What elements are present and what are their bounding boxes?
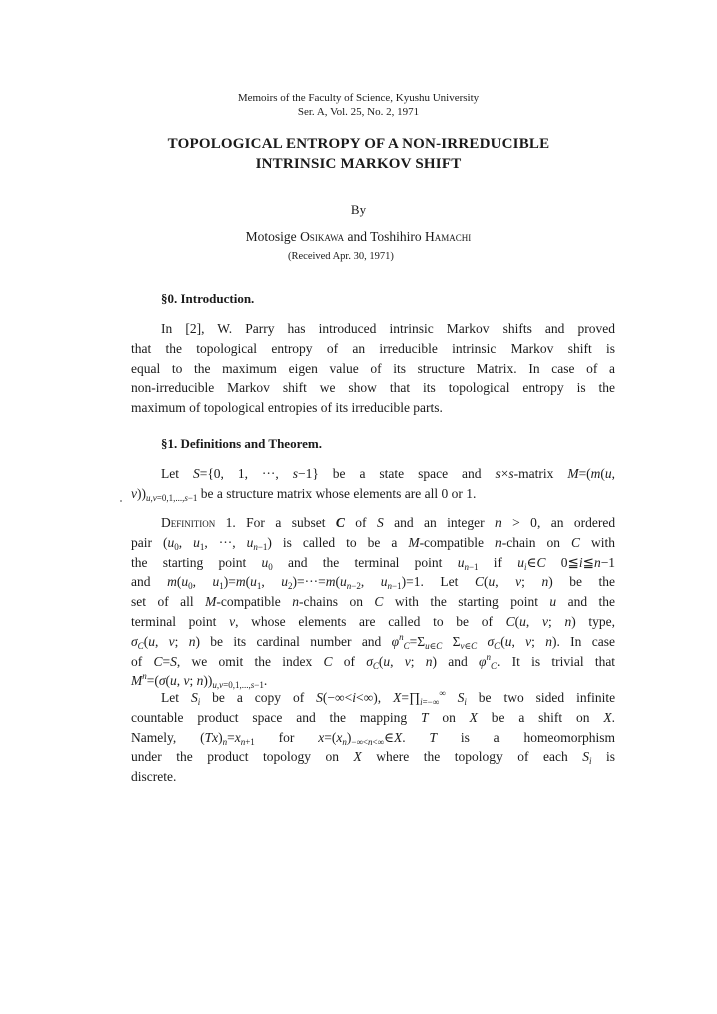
shift-line-3: Namely, $(Tx)_n=x_{n+1}$ for $x=(x_n)_{-\infty<n<\infty}\in X$. T is a homeomorphism <box>131 729 616 747</box>
def-line-1: Definition 1. For a subset C of S and an integer n > 0, an ordered <box>161 515 616 530</box>
title-line-1: TOPOLOGICAL ENTROPY OF A NON-IRREDUCIBLE <box>167 136 550 152</box>
shift-paragraph <box>131 688 615 787</box>
scan-speck <box>120 500 122 502</box>
author2-last: Hamachi <box>425 229 472 244</box>
shift-line-2: countable product space and the mapping T on X be a shift on X. <box>131 709 615 725</box>
definition-1-paragraph <box>131 513 615 691</box>
journal-header <box>0 91 717 119</box>
shift-line-4: under the product topology on X where the topology of each $S_i$ is <box>131 749 616 767</box>
intro-line-5: maximum of topological entropies of its irreducible parts. <box>131 400 443 416</box>
paper-title <box>0 134 717 174</box>
def-line-4: and $m(u_0$, $u_1)=m(u_1$, $u_2)=\cdot\cdot\cdot=m(u_{n-2}$, $u_{n-1})=1$. Let C(u, v; n) be the <box>131 574 616 592</box>
shift-line-5: discrete. <box>131 769 177 785</box>
journal-line-2: Ser. A, Vol. 25, No. 2, 1971 <box>297 106 420 118</box>
p1-line-1: Let S={0, 1, ···, s−1} be a state space and s×s-matrix M=(m(u, <box>161 466 616 481</box>
p1-line-2: $v))_{u,v=0,1,...,s-1}$ be a structure matrix whose elements are all 0 or 1. <box>131 485 477 503</box>
intro-line-4: non-irreducible Markov shift we show that its topological entropy is the <box>131 380 615 396</box>
title-line-2: INTRINSIC MARKOV SHIFT <box>255 156 462 172</box>
def-line-8: of C=S, we omit the index C of $\sigma_C(u$, v; n) and $\varphi^n_C$. It is trivial that <box>131 651 616 671</box>
intro-line-3: equal to the maximum eigen value of its structure Matrix. In case of a <box>131 360 615 376</box>
definition-1-label: Definition 1. <box>161 515 236 530</box>
def-line-7: $\sigma_C(u$, v; n) be its cardinal number and $\varphi^n_C=\Sigma_{u\in C}$ $\Sigma_{v\in C}$ $\sigma_C(u$, v; n). In case <box>131 631 615 651</box>
introduction-paragraph <box>131 319 615 418</box>
author-conjunction: and <box>347 229 367 244</box>
author1-last: Osikawa <box>300 229 345 244</box>
byline-by: By <box>350 202 367 217</box>
journal-line-1: Memoirs of the Faculty of Science, Kyushu University <box>237 92 480 104</box>
section-0-heading: §0. Introduction. <box>161 291 255 306</box>
def-line-3: the starting point $u_0$ and the terminal point $u_{n-1}$ if $u_i\in C$ 0≦i≦n−1 <box>131 554 616 572</box>
def-line-9: $M^n=(\sigma(u$, v; $n))_{u,v=0,1,...,s-1}$. <box>131 671 268 691</box>
def-line-5: set of all M-compatible n-chains on C with the starting point u and the <box>131 594 616 610</box>
state-space-paragraph <box>131 464 615 504</box>
section-1-heading: §1. Definitions and Theorem. <box>161 436 322 451</box>
received-date: (Received Apr. 30, 1971) <box>288 251 394 262</box>
author1-first: Motosige <box>245 229 297 244</box>
def-line-2: pair ($u_0$, $u_1$, ···, $u_{n-1}$) is called to be a M-compatible n-chain on C with <box>131 534 616 552</box>
authors <box>0 229 717 245</box>
def-line-6: terminal point v, whose elements are called to be of C(u, v; n) type, <box>131 613 615 629</box>
intro-line-2: that the topological entropy of an irreducible intrinsic Markov shift is <box>131 340 615 356</box>
shift-line-1: Let $S_i$ be a copy of S(−∞<i<∞), $X=\prod_{i=-\infty}^\infty$ $S_i$ be two sided infinite <box>161 688 616 707</box>
intro-line-1: In [2], W. Parry has introduced intrinsic Markov shifts and proved <box>161 321 615 336</box>
author2-first: Toshihiro <box>370 229 422 244</box>
